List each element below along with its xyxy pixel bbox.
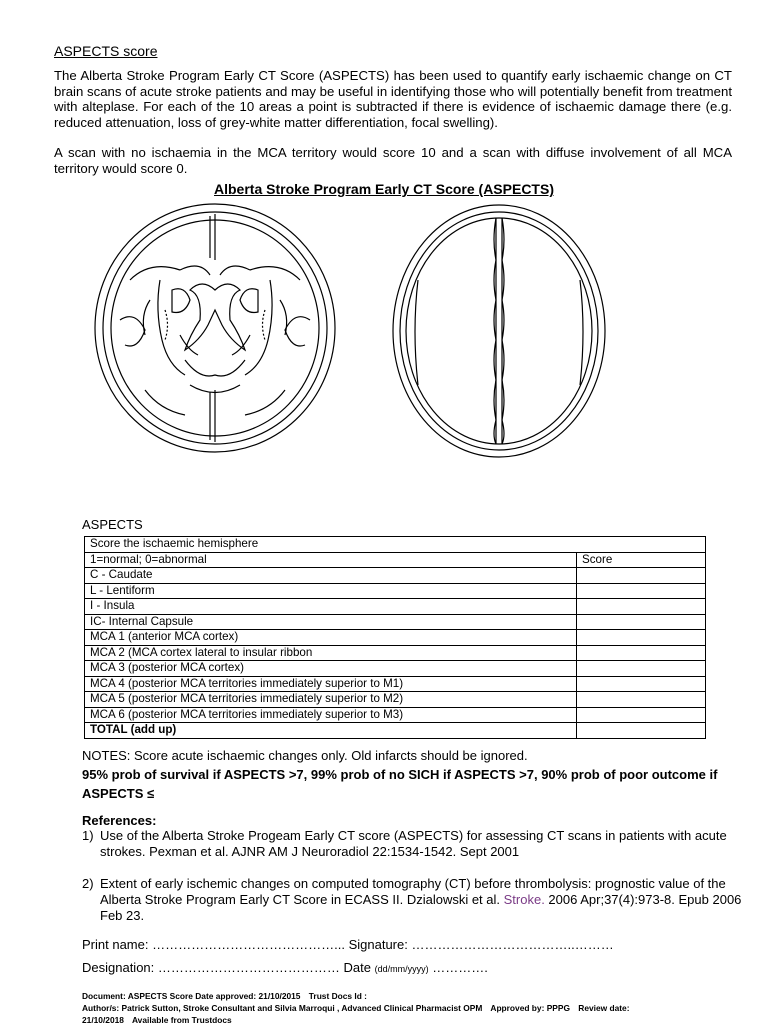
region-label: MCA 5 (posterior MCA territories immediately superior to M2) xyxy=(85,692,577,708)
reference-number: 1) xyxy=(82,828,94,843)
region-label: MCA 6 (posterior MCA territories immediately superior to M3) xyxy=(85,707,577,723)
score-cell[interactable] xyxy=(577,599,706,615)
region-label: MCA 1 (anterior MCA cortex) xyxy=(85,630,577,646)
intro-paragraph: The Alberta Stroke Program Early CT Score (ASPECTS) has been used to quantify early ischaemic change on CT brain scans of acute stroke patients and may be useful in identifying those who will potentially benefit from treatment with alteplase. For each of the 10 areas a point is subtracted if there is evidence of ischaemic damage there (e.g. reduced attenuation, loss of grey-white matter differentiation, focal swelling). xyxy=(54,68,732,130)
date-label: Date xyxy=(343,960,371,975)
probability-note: 95% prob of survival if ASPECTS >7, 99% prob of no SICH if ASPECTS >7, 90% prob of poor outcome if ASPECTS ≤ xyxy=(82,767,718,801)
table-row xyxy=(85,537,706,553)
designation-date-row xyxy=(82,960,488,975)
footer-line xyxy=(82,1014,732,1026)
table-total-row xyxy=(85,723,706,739)
table-row xyxy=(85,583,706,599)
score-cell[interactable] xyxy=(577,614,706,630)
table-caption: ASPECTS xyxy=(82,517,143,532)
reference-text-part: 2006 Apr;37(4):973-8. Epub 2006 Feb 23. xyxy=(100,892,742,923)
print-name-label: Print name: xyxy=(82,937,149,952)
region-label: C - Caudate xyxy=(85,568,577,584)
print-name-field[interactable]: ……………………………………... xyxy=(152,937,345,952)
notes-text: NOTES: Score acute ischaemic changes only. Old infarcts should be ignored. xyxy=(82,748,528,763)
footer-review-date-label: Review date: xyxy=(578,1003,630,1013)
brain-diagram-supraganglionic xyxy=(388,200,610,462)
table-header-scale: 1=normal; 0=abnormal xyxy=(85,552,577,568)
score-cell[interactable] xyxy=(577,630,706,646)
score-cell[interactable] xyxy=(577,661,706,677)
footer-line xyxy=(82,990,732,1002)
score-cell[interactable] xyxy=(577,583,706,599)
document-footer xyxy=(82,990,732,1026)
stroke-journal-link[interactable]: Stroke. xyxy=(503,892,545,907)
table-header-instruction: Score the ischaemic hemisphere xyxy=(85,537,706,553)
score-cell[interactable] xyxy=(577,707,706,723)
region-label: MCA 4 (posterior MCA territories immediately superior to M1) xyxy=(85,676,577,692)
region-label: MCA 2 (MCA cortex lateral to insular ribbon xyxy=(85,645,577,661)
score-column-header: Score xyxy=(577,552,706,568)
table-row xyxy=(85,614,706,630)
table-row xyxy=(85,630,706,646)
reference-1 xyxy=(82,828,742,860)
region-label: I - Insula xyxy=(85,599,577,615)
table-row xyxy=(85,645,706,661)
footer-trust-docs: Trust Docs Id : xyxy=(308,991,367,1001)
table-row xyxy=(85,676,706,692)
total-label: TOTAL (add up) xyxy=(85,723,577,739)
signature-field[interactable]: ………………………………..……… xyxy=(411,937,614,952)
table-row xyxy=(85,692,706,708)
table-row xyxy=(85,568,706,584)
total-score-cell[interactable] xyxy=(577,723,706,739)
date-field[interactable]: …………. xyxy=(432,960,488,975)
date-format-hint: (dd/mm/yyyy) xyxy=(374,964,429,974)
footer-review-date: 21/10/2018 xyxy=(82,1015,124,1025)
designation-field[interactable]: …………………………………… xyxy=(157,960,340,975)
reference-2 xyxy=(82,876,742,924)
footer-document: Document: ASPECTS Score Date approved: 21/10/2015 xyxy=(82,991,301,1001)
table-row xyxy=(85,599,706,615)
footer-approved-by: Approved by: PPPG xyxy=(490,1003,570,1013)
table-row xyxy=(85,552,706,568)
reference-number: 2) xyxy=(82,876,94,891)
reference-text: Use of the Alberta Stroke Progeam Early CT score (ASPECTS) for assessing CT scans in patients with acute strokes. Pexman et al. AJNR AM J Neuroradiol 22:1534-1542. Sept 2001 xyxy=(100,828,727,859)
score-cell[interactable] xyxy=(577,568,706,584)
score-paragraph: A scan with no ischaemia in the MCA territory would score 10 and a scan with diffuse involvement of all MCA territory would score 0. xyxy=(54,145,732,176)
table-row xyxy=(85,707,706,723)
footer-available: Available from Trustdocs xyxy=(131,1015,232,1025)
region-label: MCA 3 (posterior MCA cortex) xyxy=(85,661,577,677)
score-cell[interactable] xyxy=(577,645,706,661)
table-row xyxy=(85,661,706,677)
reference-text xyxy=(100,876,742,924)
region-label: L - Lentiform xyxy=(85,583,577,599)
score-cell[interactable] xyxy=(577,692,706,708)
print-name-signature-row xyxy=(82,937,614,952)
page-heading: ASPECTS score xyxy=(54,43,158,59)
footer-line xyxy=(82,1002,732,1014)
footer-authors: Author/s: Patrick Sutton, Stroke Consultant and Silvia Marroqui , Advanced Clinical Pharmacist OPM xyxy=(82,1003,483,1013)
brain-diagram-ganglionic xyxy=(90,200,340,460)
figure-title: Alberta Stroke Program Early CT Score (ASPECTS) xyxy=(214,181,554,197)
references-title: References: xyxy=(82,813,157,828)
aspects-score-table xyxy=(84,536,706,739)
signature-label: Signature: xyxy=(348,937,408,952)
score-cell[interactable] xyxy=(577,676,706,692)
designation-label: Designation: xyxy=(82,960,155,975)
region-label: IC- Internal Capsule xyxy=(85,614,577,630)
reference-text-part: Extent of early ischemic changes on computed tomography (CT) before thrombolysis: prognostic value of the Alberta Stroke Program Early CT Score in ECASS II. Dzialowski et al. xyxy=(100,876,726,907)
